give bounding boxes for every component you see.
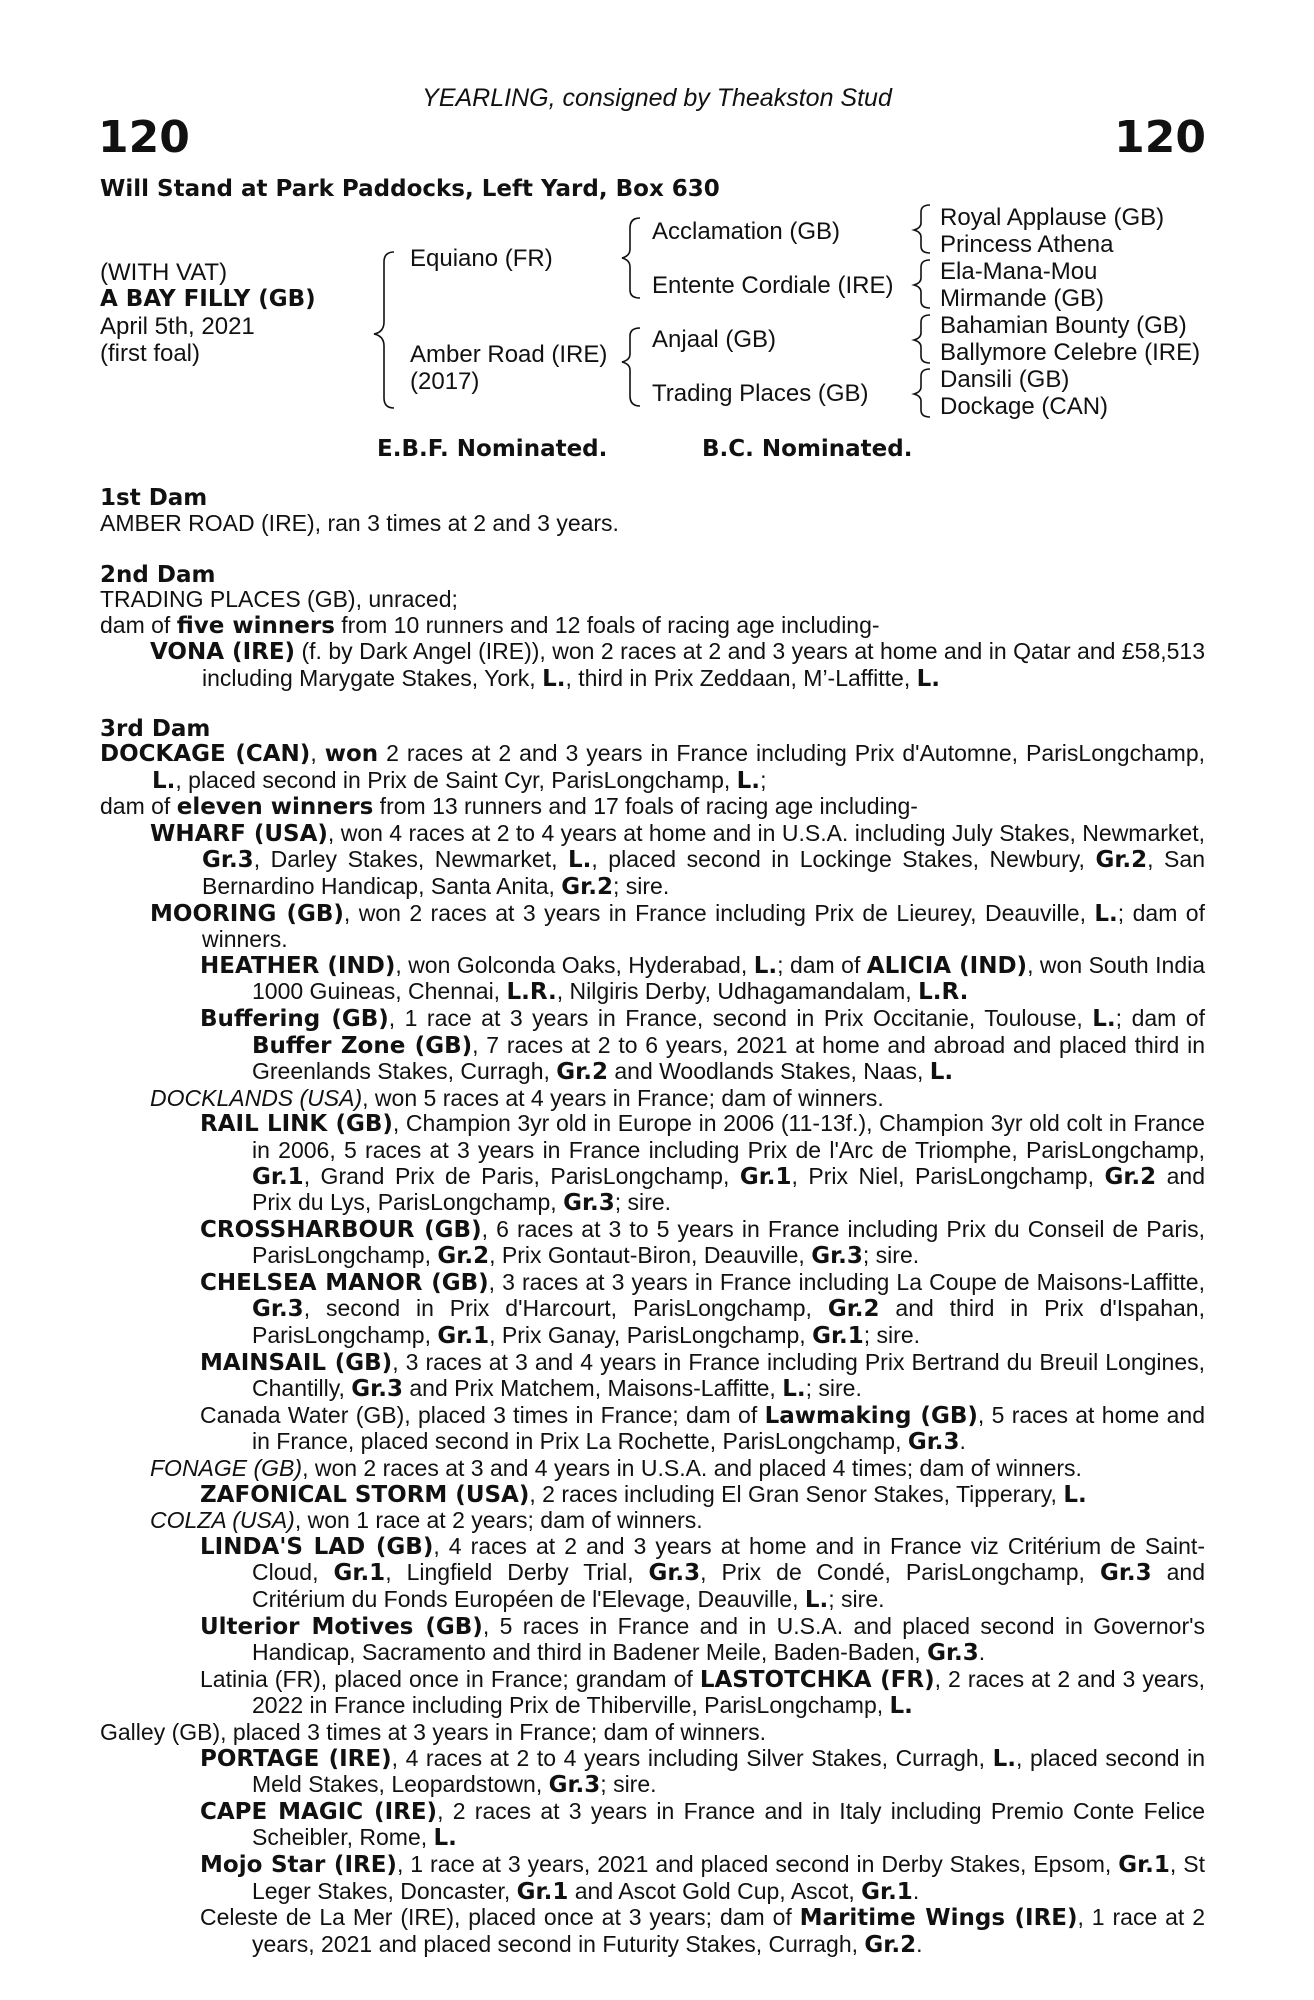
entry-buffering: Buffering (GB), 1 race at 3 years in France, second in Prix Occitanie, Toulouse, L.; dam of Buffer Zone (GB), 7 races at 2 to 6 years, 2021 at home and abroad and placed third in Greenlands Stakes, Curragh, Gr.2 and Woodlands Stakes, Naas, L. — [200, 1004, 1205, 1086]
entry-mainsail: MAINSAIL (GB), 3 races at 3 and 4 years in France including Prix Bertrand du Breuil Longines, Chantilly, Gr.3 and Prix Matchem, Maisons-Laffitte, L.; sire. — [200, 1348, 1206, 1403]
pedigree-sire-sire: Acclamation (GB) — [652, 218, 841, 245]
entry-canada-water: Canada Water (GB), placed 3 times in France; dam of Lawmaking (GB), 5 races at home and in France, placed second in Prix La Rochette, ParisLongchamp, Gr.3. — [200, 1401, 1206, 1456]
pedigree-dam-year: (2017) — [410, 368, 480, 395]
entry-docklands: DOCKLANDS (USA), won 5 races at 4 years in France; dam of winners. — [150, 1084, 884, 1111]
second-dam-heading: 2nd Dam — [100, 562, 216, 588]
entry-crossharbour: CROSSHARBOUR (GB), 6 races at 3 to 5 years in France including Prix du Conseil de Paris, ParisLongchamp, Gr.2, Prix Gontaut-Biron, Deauville, Gr.3; sire. — [200, 1215, 1205, 1270]
second-dam-section — [100, 587, 1205, 692]
entry-rail-link: RAIL LINK (GB), Champion 3yr old in Europe in 2006 (11-13f.), Champion 3yr old colt in France in 2006, 5 races at 3 years in France including Prix de l'Arc de Triomphe, ParisLongchamp, Gr.1, Grand Prix de Paris, ParisLongchamp, Gr.1, Prix Niel, ParisLongchamp, Gr.2 and Prix du Lys, ParisLongchamp, Gr.3; sire. — [200, 1110, 1205, 1217]
bracket-g3 — [914, 315, 930, 363]
entry-celeste-de-la-mer: Celeste de La Mer (IRE), placed once at 3 years; dam of Maritime Wings (IRE), 1 race at 2 years, 2021 and placed second in Futurity Stakes, Curragh, Gr.2. — [200, 1904, 1205, 1958]
third-dam-produce: dam of eleven winners from 13 runners and 17 foals of racing age including- — [100, 793, 918, 821]
pedigree-g8: Dockage (CAN) — [940, 393, 1109, 420]
bracket-sire — [622, 218, 640, 298]
entry-wharf: WHARF (USA), won 4 races at 2 to 4 years at home and in U.S.A. including July Stakes, Newmarket, Gr.3, Darley Stakes, Newmarket, L., placed second in Lockinge Stakes, Newbury, Gr.2, San Bernardino Handicap, Santa Anita, Gr.2; sire. — [150, 819, 1205, 900]
entry-fonage: FONAGE (GB), won 2 races at 3 and 4 years in U.S.A. and placed 4 times; dam of winners. — [150, 1455, 1082, 1482]
entry-cape-magic: CAPE MAGIC (IRE), 2 races at 3 years in France and in Italy including Premio Conte Felice Scheibler, Rome, L. — [200, 1797, 1205, 1852]
pedigree-g2: Princess Athena — [940, 231, 1114, 258]
foal-note: (first foal) — [100, 340, 201, 367]
second-dam-line: TRADING PLACES (GB), unraced; — [100, 586, 458, 612]
entry-heather: HEATHER (IND), won Golconda Oaks, Hyderabad, L.; dam of ALICIA (IND), won South India 1000 Guineas, Chennai, L.R., Nilgiris Derby, Udhagamandalam, L.R. — [200, 951, 1206, 1006]
pedigree-g5: Bahamian Bounty (GB) — [940, 312, 1187, 339]
entry-lindas-lad: LINDA'S LAD (GB), 4 races at 2 and 3 years at home and in France viz Critérium de Saint-Cloud, Gr.1, Lingfield Derby Trial, Gr.3, Prix de Condé, ParisLongchamp, Gr.3 and Critérium du Fonds Européen de l'Elevage, Deauville, L.; sire. — [200, 1532, 1206, 1613]
second-dam-produce: dam of five winners from 10 runners and 12 foals of racing age including- — [100, 611, 880, 639]
entry-ulterior-motives: Ulterior Motives (GB), 5 races in France and in U.S.A. and placed second in Governor's Handicap, Sacramento and third in Badener Meile, Baden-Baden, Gr.3. — [200, 1612, 1206, 1667]
first-dam-section — [100, 511, 1205, 537]
pedigree-sire: Equiano (FR) — [410, 245, 553, 272]
entry-portage: PORTAGE (IRE), 4 races at 2 to 4 years including Silver Stakes, Curragh, L., placed second in Meld Stakes, Leopardstown, Gr.3; sire. — [200, 1744, 1206, 1799]
first-dam-heading: 1st Dam — [100, 485, 208, 511]
entry-mooring: MOORING (GB), won 2 races at 3 years in France including Prix de Lieurey, Deauville, L.; dam of winners. — [150, 899, 1205, 953]
pedigree-dam: Amber Road (IRE) — [410, 341, 608, 368]
pedigree-sire-dam: Entente Cordiale (IRE) — [652, 272, 894, 299]
pedigree-g4: Mirmande (GB) — [940, 285, 1105, 312]
third-dam-section — [100, 741, 1205, 1958]
entry-colza: COLZA (USA), won 1 race at 2 years; dam of winners. — [150, 1507, 703, 1534]
bracket-dam — [622, 328, 640, 406]
bracket-g2 — [914, 260, 930, 308]
entry-dockage: DOCKAGE (CAN), won 2 races at 2 and 3 years in France including Prix d'Automne, ParisLongchamp, L., placed second in Prix de Saint Cyr, ParisLongchamp, L.; — [100, 740, 1205, 794]
pedigree-g1: Royal Applause (GB) — [940, 204, 1165, 231]
bracket-g4 — [914, 369, 930, 417]
third-dam-heading: 3rd Dam — [100, 716, 211, 742]
entry-galley: Galley (GB), placed 3 times at 3 years in France; dam of winners. — [100, 1718, 766, 1745]
pedigree-g7: Dansili (GB) — [940, 366, 1070, 393]
pedigree-g3: Ela-Mana-Mou — [940, 258, 1098, 285]
first-dam-text: AMBER ROAD (IRE), ran 3 times at 2 and 3 years. — [100, 510, 619, 536]
entry-zafonical-storm: ZAFONICAL STORM (USA), 2 races including El Gran Senor Stakes, Tipperary, L. — [200, 1480, 1087, 1508]
horse-name: A BAY FILLY (GB) — [100, 286, 316, 312]
entry-mojo-star: Mojo Star (IRE), 1 race at 3 years, 2021 and placed second in Derby Stakes, Epsom, Gr.1, St Leger Stakes, Doncaster, Gr.1 and Ascot Gold Cup, Ascot, Gr.1. — [200, 1850, 1205, 1905]
pedigree-g6: Ballymore Celebre (IRE) — [940, 339, 1201, 366]
ebf-nomination: E.B.F. Nominated. — [377, 436, 608, 462]
bc-nomination: B.C. Nominated. — [702, 436, 913, 462]
vat-note: (WITH VAT) — [100, 259, 228, 286]
lot-number-right: 120 — [1114, 112, 1206, 163]
consignment-line: YEARLING, consigned by Theakston Stud — [422, 84, 892, 112]
stand-location: Will Stand at Park Paddocks, Left Yard, Box 630 — [100, 176, 720, 202]
entry-vona: VONA (IRE) (f. by Dark Angel (IRE)), won 2 races at 2 and 3 years at home and in Qatar and £58,513 including Marygate Stakes, York, L., third in Prix Zeddaan, M’-Laffitte, L. — [150, 638, 1205, 692]
entry-chelsea-manor: CHELSEA MANOR (GB), 3 races at 3 years in France including La Coupe de Maisons-Laffitte, Gr.3, second in Prix d'Harcourt, ParisLongchamp, Gr.2 and third in Prix d'Ispahan, ParisLongchamp, Gr.1, Prix Ganay, ParisLongchamp, Gr.1; sire. — [200, 1268, 1205, 1350]
pedigree-dam-dam: Trading Places (GB) — [652, 380, 869, 407]
foaled-date: April 5th, 2021 — [100, 313, 255, 340]
bracket-g1 — [914, 205, 930, 253]
entry-latinia: Latinia (FR), placed once in France; grandam of LASTOTCHKA (FR), 2 races at 2 and 3 years, 2022 in France including Prix de Thiberville, ParisLongchamp, L. — [200, 1665, 1205, 1720]
lot-number-left: 120 — [98, 112, 190, 163]
bracket-main — [374, 252, 394, 408]
pedigree-dam-sire: Anjaal (GB) — [652, 326, 777, 353]
